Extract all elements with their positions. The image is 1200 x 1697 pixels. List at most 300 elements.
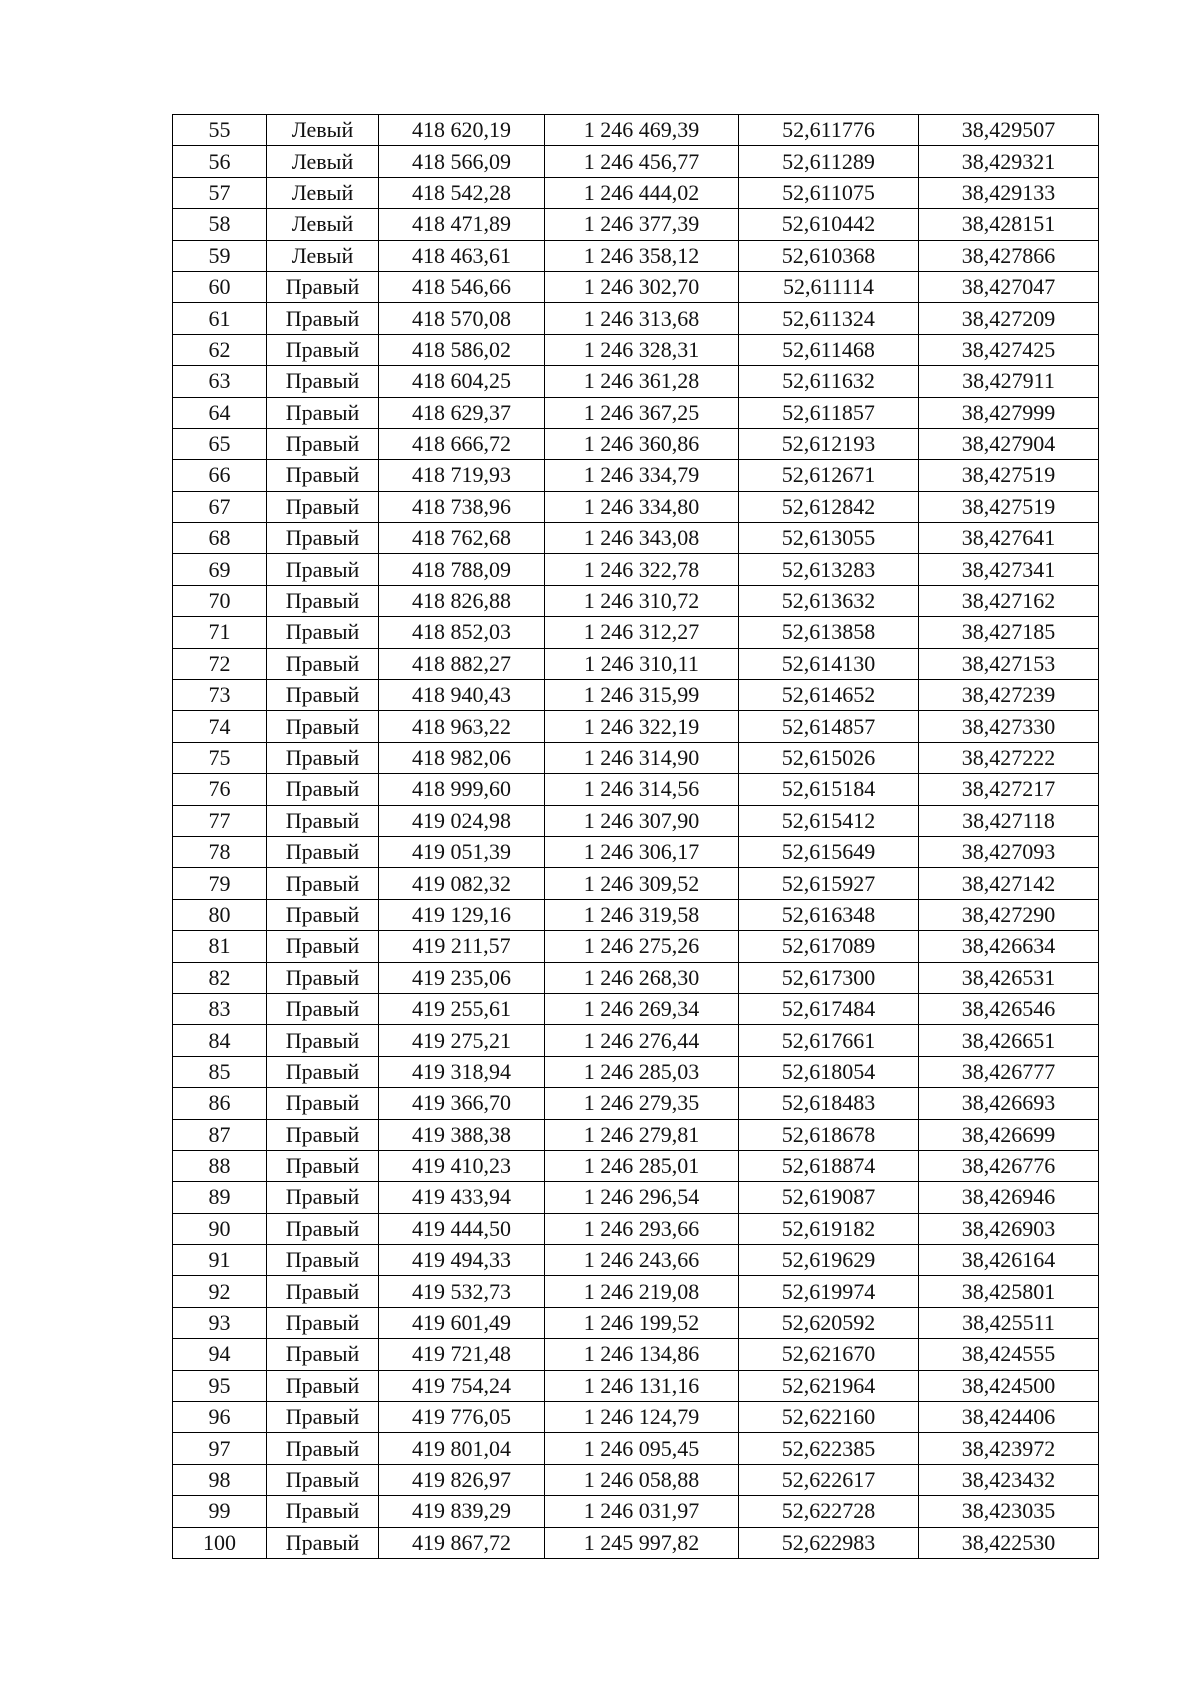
- coordinate-y-cell: 1 246 322,19: [545, 711, 739, 742]
- coordinates-table-body: [173, 115, 1099, 1559]
- table-row: [173, 1276, 1099, 1307]
- table-row: [173, 774, 1099, 805]
- table-row: [173, 271, 1099, 302]
- point-number-cell: 64: [173, 397, 267, 428]
- coordinate-y-cell: 1 246 296,54: [545, 1182, 739, 1213]
- longitude-cell: 38,427185: [919, 617, 1099, 648]
- latitude-cell: 52,618678: [739, 1119, 919, 1150]
- longitude-cell: 38,427999: [919, 397, 1099, 428]
- latitude-cell: 52,610368: [739, 240, 919, 271]
- coordinate-x-cell: 419 275,21: [379, 1025, 545, 1056]
- coordinate-x-cell: 418 882,27: [379, 648, 545, 679]
- point-number-cell: 76: [173, 774, 267, 805]
- coordinate-x-cell: 418 566,09: [379, 146, 545, 177]
- table-row: [173, 1496, 1099, 1527]
- longitude-cell: 38,423035: [919, 1496, 1099, 1527]
- longitude-cell: 38,428151: [919, 209, 1099, 240]
- side-cell: Правый: [267, 491, 379, 522]
- point-number-cell: 57: [173, 177, 267, 208]
- side-cell: Правый: [267, 805, 379, 836]
- coordinate-x-cell: 418 982,06: [379, 742, 545, 773]
- side-cell: Правый: [267, 585, 379, 616]
- longitude-cell: 38,426531: [919, 962, 1099, 993]
- coordinate-x-cell: 419 255,61: [379, 993, 545, 1024]
- point-number-cell: 91: [173, 1245, 267, 1276]
- latitude-cell: 52,617484: [739, 993, 919, 1024]
- coordinate-y-cell: 1 246 456,77: [545, 146, 739, 177]
- latitude-cell: 52,613858: [739, 617, 919, 648]
- latitude-cell: 52,620592: [739, 1307, 919, 1338]
- side-cell: Левый: [267, 115, 379, 146]
- longitude-cell: 38,426651: [919, 1025, 1099, 1056]
- side-cell: Правый: [267, 742, 379, 773]
- coordinate-y-cell: 1 246 360,86: [545, 428, 739, 459]
- latitude-cell: 52,622385: [739, 1433, 919, 1464]
- table-row: [173, 1119, 1099, 1150]
- table-row: [173, 209, 1099, 240]
- table-row: [173, 680, 1099, 711]
- point-number-cell: 99: [173, 1496, 267, 1527]
- latitude-cell: 52,612842: [739, 491, 919, 522]
- coordinate-y-cell: 1 246 199,52: [545, 1307, 739, 1338]
- longitude-cell: 38,427217: [919, 774, 1099, 805]
- coordinate-x-cell: 419 051,39: [379, 836, 545, 867]
- coordinate-y-cell: 1 246 313,68: [545, 303, 739, 334]
- coordinate-x-cell: 419 444,50: [379, 1213, 545, 1244]
- longitude-cell: 38,427519: [919, 460, 1099, 491]
- coordinate-x-cell: 419 754,24: [379, 1370, 545, 1401]
- table-row: [173, 428, 1099, 459]
- table-row: [173, 1307, 1099, 1338]
- side-cell: Правый: [267, 1527, 379, 1558]
- latitude-cell: 52,611857: [739, 397, 919, 428]
- table-row: [173, 334, 1099, 365]
- coordinate-y-cell: 1 246 358,12: [545, 240, 739, 271]
- latitude-cell: 52,622728: [739, 1496, 919, 1527]
- coordinate-x-cell: 418 586,02: [379, 334, 545, 365]
- coordinate-x-cell: 418 940,43: [379, 680, 545, 711]
- point-number-cell: 89: [173, 1182, 267, 1213]
- table-row: [173, 1056, 1099, 1087]
- latitude-cell: 52,610442: [739, 209, 919, 240]
- coordinate-x-cell: 418 570,08: [379, 303, 545, 334]
- table-row: [173, 240, 1099, 271]
- side-cell: Правый: [267, 931, 379, 962]
- latitude-cell: 52,613283: [739, 554, 919, 585]
- side-cell: Правый: [267, 523, 379, 554]
- point-number-cell: 68: [173, 523, 267, 554]
- longitude-cell: 38,424406: [919, 1402, 1099, 1433]
- side-cell: Правый: [267, 1276, 379, 1307]
- coordinate-y-cell: 1 246 293,66: [545, 1213, 739, 1244]
- point-number-cell: 75: [173, 742, 267, 773]
- coordinate-x-cell: 419 839,29: [379, 1496, 545, 1527]
- longitude-cell: 38,427093: [919, 836, 1099, 867]
- side-cell: Правый: [267, 899, 379, 930]
- coordinate-y-cell: 1 246 315,99: [545, 680, 739, 711]
- longitude-cell: 38,427162: [919, 585, 1099, 616]
- table-row: [173, 1150, 1099, 1181]
- coordinate-y-cell: 1 246 334,80: [545, 491, 739, 522]
- point-number-cell: 65: [173, 428, 267, 459]
- longitude-cell: 38,424555: [919, 1339, 1099, 1370]
- coordinate-y-cell: 1 246 328,31: [545, 334, 739, 365]
- table-row: [173, 1433, 1099, 1464]
- side-cell: Правый: [267, 1339, 379, 1370]
- coordinate-x-cell: 419 366,70: [379, 1088, 545, 1119]
- side-cell: Правый: [267, 1307, 379, 1338]
- table-row: [173, 460, 1099, 491]
- point-number-cell: 61: [173, 303, 267, 334]
- table-row: [173, 523, 1099, 554]
- coordinate-x-cell: 418 666,72: [379, 428, 545, 459]
- latitude-cell: 52,615412: [739, 805, 919, 836]
- longitude-cell: 38,424500: [919, 1370, 1099, 1401]
- coordinate-y-cell: 1 246 309,52: [545, 868, 739, 899]
- coordinate-x-cell: 419 129,16: [379, 899, 545, 930]
- coordinate-y-cell: 1 246 343,08: [545, 523, 739, 554]
- point-number-cell: 78: [173, 836, 267, 867]
- coordinate-y-cell: 1 246 334,79: [545, 460, 739, 491]
- table-row: [173, 1464, 1099, 1495]
- point-number-cell: 60: [173, 271, 267, 302]
- side-cell: Правый: [267, 366, 379, 397]
- latitude-cell: 52,613632: [739, 585, 919, 616]
- latitude-cell: 52,619974: [739, 1276, 919, 1307]
- side-cell: Левый: [267, 146, 379, 177]
- coordinate-y-cell: 1 246 275,26: [545, 931, 739, 962]
- longitude-cell: 38,423432: [919, 1464, 1099, 1495]
- coordinate-x-cell: 418 604,25: [379, 366, 545, 397]
- coordinate-y-cell: 1 246 312,27: [545, 617, 739, 648]
- latitude-cell: 52,611289: [739, 146, 919, 177]
- longitude-cell: 38,425801: [919, 1276, 1099, 1307]
- latitude-cell: 52,611324: [739, 303, 919, 334]
- longitude-cell: 38,426699: [919, 1119, 1099, 1150]
- table-row: [173, 711, 1099, 742]
- coordinate-x-cell: 418 463,61: [379, 240, 545, 271]
- coordinate-y-cell: 1 246 285,03: [545, 1056, 739, 1087]
- coordinate-x-cell: 418 762,68: [379, 523, 545, 554]
- coordinate-x-cell: 418 963,22: [379, 711, 545, 742]
- latitude-cell: 52,617089: [739, 931, 919, 962]
- longitude-cell: 38,423972: [919, 1433, 1099, 1464]
- longitude-cell: 38,426634: [919, 931, 1099, 962]
- side-cell: Правый: [267, 1150, 379, 1181]
- longitude-cell: 38,427330: [919, 711, 1099, 742]
- coordinate-x-cell: 419 433,94: [379, 1182, 545, 1213]
- side-cell: Правый: [267, 1025, 379, 1056]
- coordinate-y-cell: 1 246 279,35: [545, 1088, 739, 1119]
- table-row: [173, 554, 1099, 585]
- table-row: [173, 805, 1099, 836]
- longitude-cell: 38,427911: [919, 366, 1099, 397]
- coordinate-y-cell: 1 246 314,90: [545, 742, 739, 773]
- table-row: [173, 1182, 1099, 1213]
- longitude-cell: 38,422530: [919, 1527, 1099, 1558]
- coordinate-y-cell: 1 246 310,72: [545, 585, 739, 616]
- coordinate-x-cell: 418 852,03: [379, 617, 545, 648]
- coordinate-x-cell: 418 629,37: [379, 397, 545, 428]
- point-number-cell: 58: [173, 209, 267, 240]
- latitude-cell: 52,615026: [739, 742, 919, 773]
- longitude-cell: 38,427239: [919, 680, 1099, 711]
- longitude-cell: 38,426776: [919, 1150, 1099, 1181]
- coordinate-x-cell: 418 471,89: [379, 209, 545, 240]
- coordinate-y-cell: 1 246 306,17: [545, 836, 739, 867]
- coordinate-x-cell: 419 024,98: [379, 805, 545, 836]
- point-number-cell: 82: [173, 962, 267, 993]
- coordinate-y-cell: 1 246 310,11: [545, 648, 739, 679]
- longitude-cell: 38,429133: [919, 177, 1099, 208]
- coordinate-x-cell: 419 235,06: [379, 962, 545, 993]
- point-number-cell: 96: [173, 1402, 267, 1433]
- side-cell: Правый: [267, 554, 379, 585]
- table-row: [173, 742, 1099, 773]
- table-row: [173, 993, 1099, 1024]
- table-row: [173, 1025, 1099, 1056]
- table-row: [173, 868, 1099, 899]
- table-row: [173, 931, 1099, 962]
- coordinate-y-cell: 1 246 367,25: [545, 397, 739, 428]
- longitude-cell: 38,427142: [919, 868, 1099, 899]
- coordinate-y-cell: 1 246 131,16: [545, 1370, 739, 1401]
- table-row: [173, 1088, 1099, 1119]
- table-row: [173, 303, 1099, 334]
- coordinate-x-cell: 419 211,57: [379, 931, 545, 962]
- point-number-cell: 86: [173, 1088, 267, 1119]
- coordinate-x-cell: 418 999,60: [379, 774, 545, 805]
- point-number-cell: 94: [173, 1339, 267, 1370]
- table-row: [173, 617, 1099, 648]
- latitude-cell: 52,618483: [739, 1088, 919, 1119]
- table-row: [173, 899, 1099, 930]
- side-cell: Правый: [267, 962, 379, 993]
- coordinate-y-cell: 1 245 997,82: [545, 1527, 739, 1558]
- latitude-cell: 52,621670: [739, 1339, 919, 1370]
- point-number-cell: 63: [173, 366, 267, 397]
- side-cell: Правый: [267, 428, 379, 459]
- coordinate-x-cell: 419 410,23: [379, 1150, 545, 1181]
- point-number-cell: 71: [173, 617, 267, 648]
- coordinate-y-cell: 1 246 058,88: [545, 1464, 739, 1495]
- coordinate-y-cell: 1 246 285,01: [545, 1150, 739, 1181]
- latitude-cell: 52,615649: [739, 836, 919, 867]
- side-cell: Правый: [267, 617, 379, 648]
- side-cell: Правый: [267, 1088, 379, 1119]
- coordinate-y-cell: 1 246 219,08: [545, 1276, 739, 1307]
- side-cell: Правый: [267, 648, 379, 679]
- point-number-cell: 92: [173, 1276, 267, 1307]
- side-cell: Левый: [267, 240, 379, 271]
- point-number-cell: 73: [173, 680, 267, 711]
- coordinate-x-cell: 419 318,94: [379, 1056, 545, 1087]
- coordinate-y-cell: 1 246 268,30: [545, 962, 739, 993]
- longitude-cell: 38,427866: [919, 240, 1099, 271]
- side-cell: Правый: [267, 1245, 379, 1276]
- side-cell: Правый: [267, 1402, 379, 1433]
- coordinate-x-cell: 419 494,33: [379, 1245, 545, 1276]
- point-number-cell: 72: [173, 648, 267, 679]
- coordinate-x-cell: 419 601,49: [379, 1307, 545, 1338]
- side-cell: Правый: [267, 680, 379, 711]
- point-number-cell: 81: [173, 931, 267, 962]
- table-row: [173, 962, 1099, 993]
- point-number-cell: 87: [173, 1119, 267, 1150]
- coordinate-x-cell: 419 532,73: [379, 1276, 545, 1307]
- coordinate-y-cell: 1 246 276,44: [545, 1025, 739, 1056]
- latitude-cell: 52,612193: [739, 428, 919, 459]
- coordinate-x-cell: 418 542,28: [379, 177, 545, 208]
- coordinate-x-cell: 419 801,04: [379, 1433, 545, 1464]
- side-cell: Правый: [267, 868, 379, 899]
- longitude-cell: 38,426546: [919, 993, 1099, 1024]
- side-cell: Правый: [267, 334, 379, 365]
- latitude-cell: 52,621964: [739, 1370, 919, 1401]
- longitude-cell: 38,427118: [919, 805, 1099, 836]
- side-cell: Правый: [267, 1119, 379, 1150]
- coordinate-y-cell: 1 246 243,66: [545, 1245, 739, 1276]
- longitude-cell: 38,427641: [919, 523, 1099, 554]
- latitude-cell: 52,611075: [739, 177, 919, 208]
- table-row: [173, 585, 1099, 616]
- point-number-cell: 79: [173, 868, 267, 899]
- point-number-cell: 77: [173, 805, 267, 836]
- side-cell: Правый: [267, 460, 379, 491]
- table-row: [173, 177, 1099, 208]
- point-number-cell: 100: [173, 1527, 267, 1558]
- table-row: [173, 1245, 1099, 1276]
- point-number-cell: 83: [173, 993, 267, 1024]
- coordinate-y-cell: 1 246 124,79: [545, 1402, 739, 1433]
- latitude-cell: 52,613055: [739, 523, 919, 554]
- point-number-cell: 88: [173, 1150, 267, 1181]
- table-row: [173, 491, 1099, 522]
- point-number-cell: 95: [173, 1370, 267, 1401]
- point-number-cell: 69: [173, 554, 267, 585]
- table-row: [173, 1527, 1099, 1558]
- longitude-cell: 38,427341: [919, 554, 1099, 585]
- longitude-cell: 38,426946: [919, 1182, 1099, 1213]
- coordinate-y-cell: 1 246 095,45: [545, 1433, 739, 1464]
- latitude-cell: 52,615927: [739, 868, 919, 899]
- longitude-cell: 38,427904: [919, 428, 1099, 459]
- coordinate-x-cell: 418 719,93: [379, 460, 545, 491]
- point-number-cell: 84: [173, 1025, 267, 1056]
- side-cell: Правый: [267, 1056, 379, 1087]
- latitude-cell: 52,616348: [739, 899, 919, 930]
- side-cell: Правый: [267, 397, 379, 428]
- table-row: [173, 146, 1099, 177]
- coordinate-x-cell: 419 826,97: [379, 1464, 545, 1495]
- coordinate-x-cell: 418 738,96: [379, 491, 545, 522]
- coordinate-y-cell: 1 246 361,28: [545, 366, 739, 397]
- latitude-cell: 52,618874: [739, 1150, 919, 1181]
- side-cell: Правый: [267, 1370, 379, 1401]
- latitude-cell: 52,611114: [739, 271, 919, 302]
- point-number-cell: 90: [173, 1213, 267, 1244]
- coordinate-x-cell: 419 082,32: [379, 868, 545, 899]
- coordinate-y-cell: 1 246 319,58: [545, 899, 739, 930]
- side-cell: Правый: [267, 1182, 379, 1213]
- longitude-cell: 38,427047: [919, 271, 1099, 302]
- latitude-cell: 52,614652: [739, 680, 919, 711]
- side-cell: Левый: [267, 177, 379, 208]
- point-number-cell: 98: [173, 1464, 267, 1495]
- longitude-cell: 38,426164: [919, 1245, 1099, 1276]
- point-number-cell: 80: [173, 899, 267, 930]
- side-cell: Правый: [267, 1433, 379, 1464]
- table-row: [173, 1213, 1099, 1244]
- point-number-cell: 59: [173, 240, 267, 271]
- latitude-cell: 52,618054: [739, 1056, 919, 1087]
- coordinate-y-cell: 1 246 444,02: [545, 177, 739, 208]
- longitude-cell: 38,427153: [919, 648, 1099, 679]
- table-row: [173, 397, 1099, 428]
- table-row: [173, 836, 1099, 867]
- longitude-cell: 38,427519: [919, 491, 1099, 522]
- table-row: [173, 648, 1099, 679]
- latitude-cell: 52,622617: [739, 1464, 919, 1495]
- side-cell: Правый: [267, 1213, 379, 1244]
- coordinate-y-cell: 1 246 377,39: [545, 209, 739, 240]
- latitude-cell: 52,611776: [739, 115, 919, 146]
- longitude-cell: 38,427425: [919, 334, 1099, 365]
- table-row: [173, 1339, 1099, 1370]
- longitude-cell: 38,429321: [919, 146, 1099, 177]
- coordinate-y-cell: 1 246 302,70: [545, 271, 739, 302]
- coordinate-x-cell: 419 721,48: [379, 1339, 545, 1370]
- table-row: [173, 1370, 1099, 1401]
- longitude-cell: 38,426693: [919, 1088, 1099, 1119]
- coordinate-y-cell: 1 246 322,78: [545, 554, 739, 585]
- latitude-cell: 52,611468: [739, 334, 919, 365]
- latitude-cell: 52,611632: [739, 366, 919, 397]
- side-cell: Левый: [267, 209, 379, 240]
- longitude-cell: 38,427209: [919, 303, 1099, 334]
- table-row: [173, 115, 1099, 146]
- side-cell: Правый: [267, 303, 379, 334]
- point-number-cell: 66: [173, 460, 267, 491]
- latitude-cell: 52,622983: [739, 1527, 919, 1558]
- point-number-cell: 62: [173, 334, 267, 365]
- point-number-cell: 67: [173, 491, 267, 522]
- table-row: [173, 366, 1099, 397]
- latitude-cell: 52,612671: [739, 460, 919, 491]
- coordinate-y-cell: 1 246 307,90: [545, 805, 739, 836]
- coordinate-x-cell: 418 826,88: [379, 585, 545, 616]
- side-cell: Правый: [267, 271, 379, 302]
- side-cell: Правый: [267, 993, 379, 1024]
- latitude-cell: 52,619087: [739, 1182, 919, 1213]
- latitude-cell: 52,614130: [739, 648, 919, 679]
- coordinate-x-cell: 419 776,05: [379, 1402, 545, 1433]
- coordinate-x-cell: 419 388,38: [379, 1119, 545, 1150]
- side-cell: Правый: [267, 836, 379, 867]
- latitude-cell: 52,619629: [739, 1245, 919, 1276]
- longitude-cell: 38,426777: [919, 1056, 1099, 1087]
- latitude-cell: 52,615184: [739, 774, 919, 805]
- point-number-cell: 85: [173, 1056, 267, 1087]
- side-cell: Правый: [267, 1464, 379, 1495]
- coordinates-table: [172, 114, 1099, 1559]
- point-number-cell: 70: [173, 585, 267, 616]
- longitude-cell: 38,427290: [919, 899, 1099, 930]
- longitude-cell: 38,429507: [919, 115, 1099, 146]
- longitude-cell: 38,427222: [919, 742, 1099, 773]
- coordinate-x-cell: 419 867,72: [379, 1527, 545, 1558]
- latitude-cell: 52,617661: [739, 1025, 919, 1056]
